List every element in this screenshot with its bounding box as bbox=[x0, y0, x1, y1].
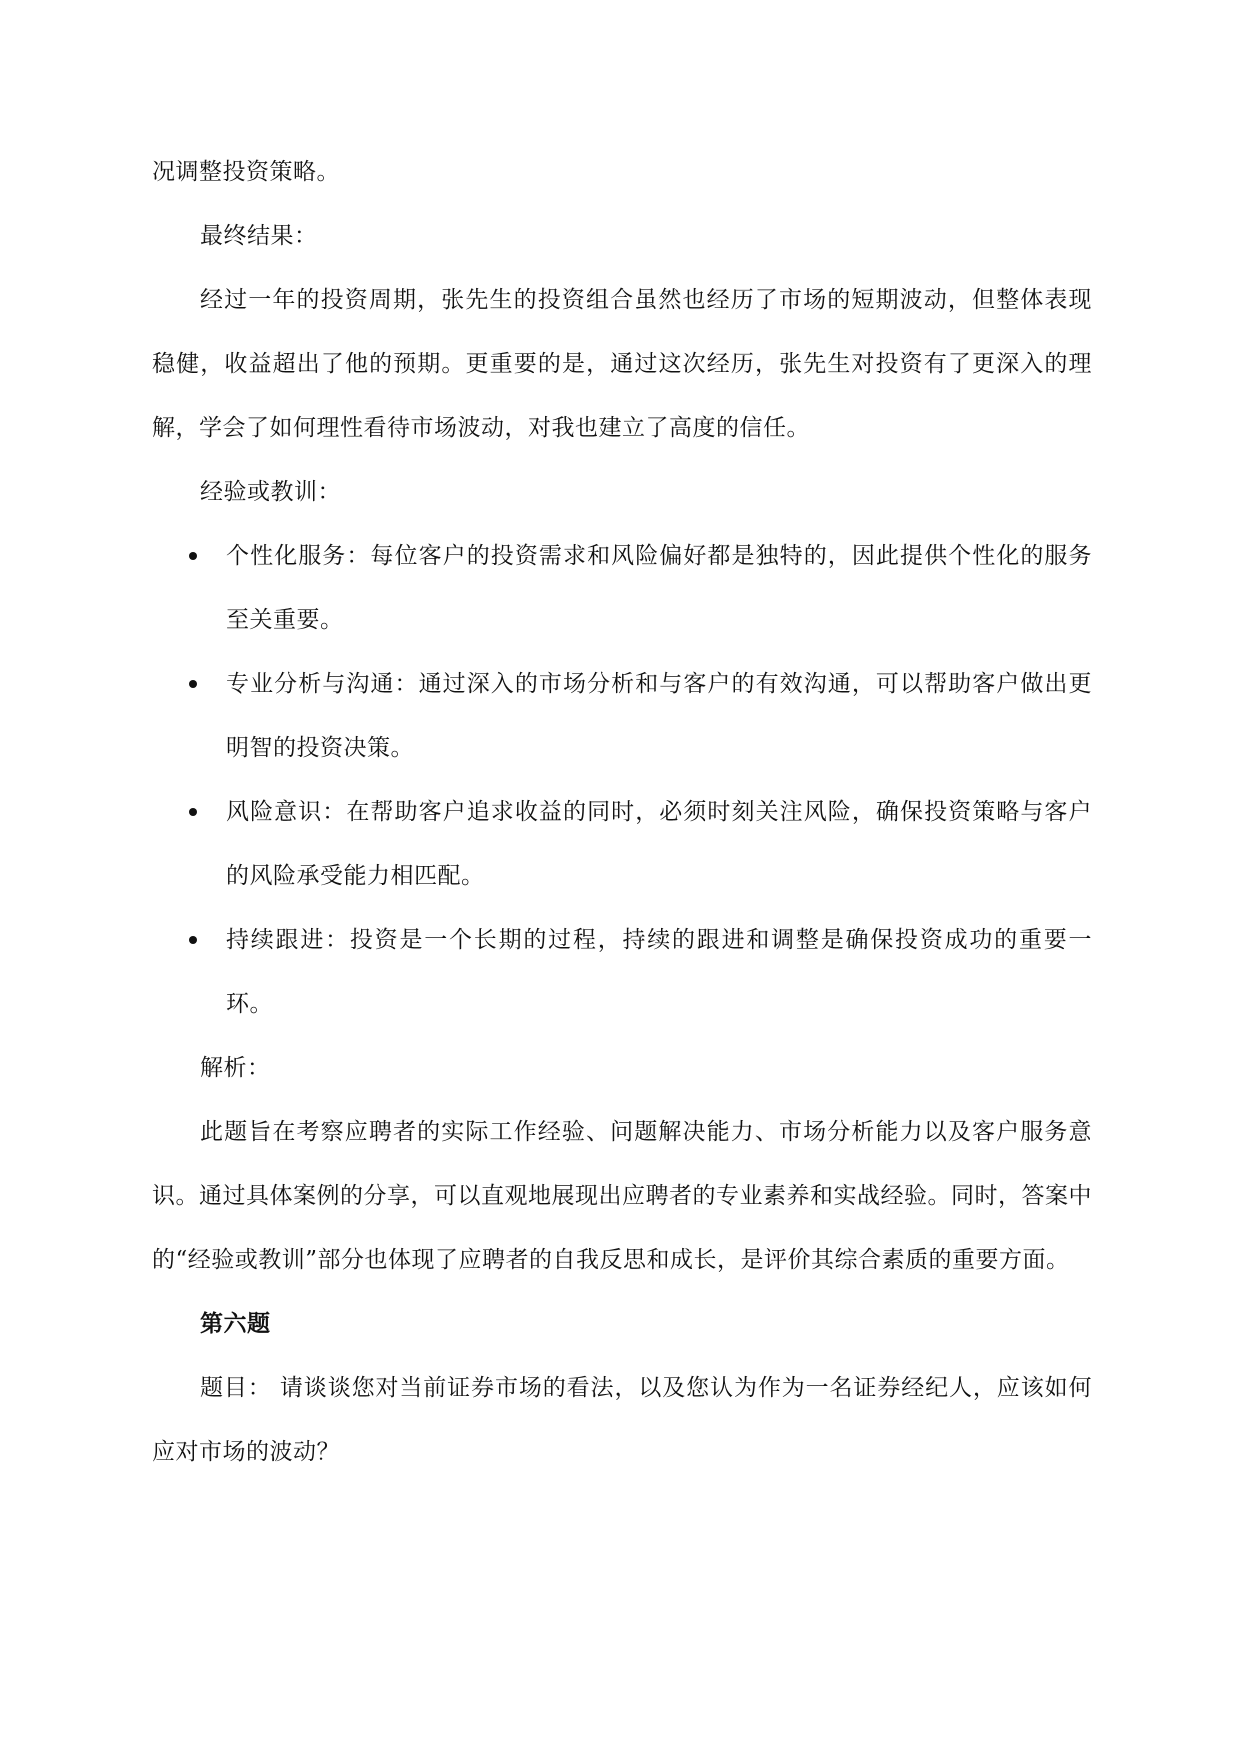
paragraph-continuation: 况调整投资策略。 bbox=[152, 159, 340, 185]
list-item-text: 持续跟进：投资是一个长期的过程，持续的跟进和调整是确保投资成功的重要一环。 bbox=[226, 927, 1092, 1017]
list-item bbox=[152, 908, 1092, 1036]
lessons-label: 经验或教训： bbox=[200, 479, 341, 505]
analysis-label: 解析： bbox=[200, 1055, 271, 1081]
question-paragraph: 题目： 请谈谈您对当前证券市场的看法，以及您认为作为一名证券经纪人，应该如何应对市场的波动？ bbox=[152, 1375, 1092, 1465]
question-heading: 第六题 bbox=[200, 1310, 271, 1337]
bullet-icon bbox=[189, 936, 197, 944]
analysis-paragraph: 此题旨在考察应聘者的实际工作经验、问题解决能力、市场分析能力以及客户服务意识。通过具体案例的分享，可以直观地展现出应聘者的专业素养和实战经验。同时，答案中的“经验或教训”部分也体现了应聘者的自我反思和成长，是评价其综合素质的重要方面。 bbox=[152, 1119, 1092, 1273]
list-item-text: 个性化服务：每位客户的投资需求和风险偏好都是独特的，因此提供个性化的服务至关重要。 bbox=[226, 543, 1092, 633]
bullet-icon bbox=[189, 552, 197, 560]
bullet-icon bbox=[189, 680, 197, 688]
document-body bbox=[152, 140, 1092, 1484]
list-item-text: 风险意识：在帮助客户追求收益的同时，必须时刻关注风险，确保投资策略与客户的风险承受能力相匹配。 bbox=[226, 799, 1092, 889]
bullet-icon bbox=[189, 808, 197, 816]
final-result-paragraph: 经过一年的投资周期，张先生的投资组合虽然也经历了市场的短期波动，但整体表现稳健，收益超出了他的预期。更重要的是，通过这次经历，张先生对投资有了更深入的理解，学会了如何理性看待市场波动，对我也建立了高度的信任。 bbox=[152, 287, 1092, 441]
list-item bbox=[152, 524, 1092, 652]
list-item bbox=[152, 780, 1092, 908]
final-result-label: 最终结果： bbox=[200, 223, 318, 249]
lessons-list bbox=[152, 524, 1092, 1036]
list-item bbox=[152, 652, 1092, 780]
list-item-text: 专业分析与沟通：通过深入的市场分析和与客户的有效沟通，可以帮助客户做出更明智的投资决策。 bbox=[226, 671, 1092, 761]
